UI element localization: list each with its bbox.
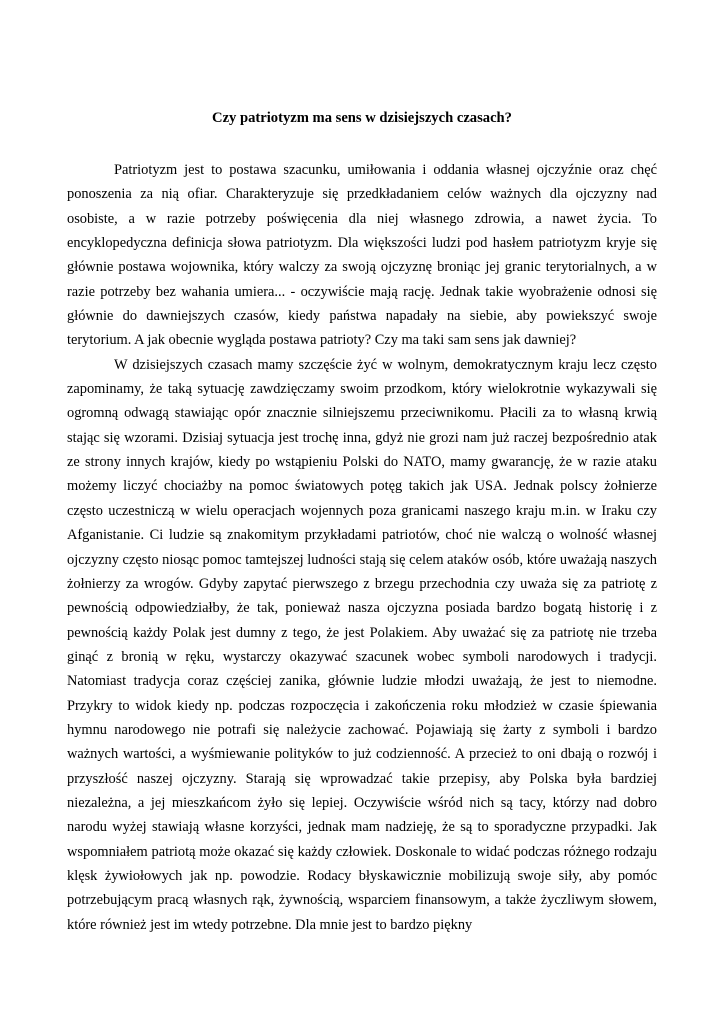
paragraph-2: W dzisiejszych czasach mamy szczęście żyć w wolnym, demokratycznym kraju lecz często zapominamy, że taką sytuację zawdzięczamy swoim przodkom, który wielokrotnie wykazywali się ogromną odwagą stawiając opór znacznie silniejszemu przeciwnikomu. Płacili za to własną krwią stając się wzorami. Dzisiaj sytuacja jest trochę inna, gdyż nie grozi nam już raczej bezpośrednio atak ze strony innych krajów, kiedy po wstąpieniu Polski do NATO, mamy gwarancję, że w razie ataku możemy liczyć chociażby na pomoc światowych potęg takich jak USA. Jednak polscy żołnierze często uczestniczą w wielu operacjach wojennych poza granicami naszego kraju m.in. w Iraku czy Afganistanie. Ci ludzie są znakomitym przykładami patriotów, choć nie walczą o wolność własnej ojczyzny często niosąc pomoc tamtejszej ludności stają się celem ataków osób, które uważają naszych żołnierzy za wrogów. Gdyby zapytać pierwszego z brzegu przechodnia czy uważa się za patriotę z pewnością odpowiedziałby, że tak, ponieważ nasza ojczyzna posiada bardzo bogatą historię i z pewnością każdy Polak jest dumny z tego, że jest Polakiem. Aby uważać się za patriotę nie trzeba ginąć z bronią w ręku, wystarczy okazywać szacunek wobec symboli narodowych i tradycji. Natomiast tradycja coraz częściej zanika, głównie ludzie młodzi uważają, że jest to niemodne. Przykry to widok kiedy np. podczas rozpoczęcia i zakończenia roku młodzież w czasie śpiewania hymnu narodowego nie potrafi się należycie zachować. Pojawiają się żarty z symboli i bardzo ważnych wartości, a wyśmiewanie polityków to już codzienność. A przecież to oni dbają o rozwój i przyszłość naszej ojczyzny. Starają się wprowadzać takie przepisy, aby Polska była bardziej niezależna, a jej mieszkańcom żyło się lepiej. Oczywiście wśród nich są tacy, którzy nad dobro narodu wyżej stawiają własne korzyści, jednak mam nadzieję, że są to sporadyczne przypadki. Jak wspomniałem patriotą może okazać się każdy człowiek. Doskonale to widać podczas różnego rodzaju klęsk żywiołowych jak np. powodzie. Rodacy błyskawicznie mobilizują swoje siły, aby pomóc potrzebującym pracą własnych rąk, żywnością, wsparciem finansowym, a także życzliwym słowem, które również jest im wtedy potrzebne. Dla mnie jest to bardzo piękny	[67, 356, 657, 933]
document-title: Czy patriotyzm ma sens w dzisiejszych czasach?	[212, 110, 512, 126]
paragraph-1: Patriotyzm jest to postawa szacunku, umiłowania i oddania własnej ojczyźnie oraz chęć ponoszenia za nią ofiar. Charakteryzuje się przedkładaniem celów ważnych dla ojczyzny nad osobiste, a w razie potrzeby poświęcenia dla niej własnego zdrowia, a nawet życia. To encyklopedyczna definicja słowa patriotyzm. Dla większości ludzi pod hasłem patriotyzm kryje się głównie postawa wojownika, który walczy za swoją ojczyznę broniąc jej granic terytorialnych, a w razie potrzeby bez wahania umiera... - oczywiście mają rację. Jednak takie wyobrażenie odnosi się głównie do dawniejszych czasów, kiedy państwa napadały na siebie, aby powiekszyć swoje terytorium. A jak obecnie wygląda postawa patrioty? Czy ma taki sam sens jak dawniej?	[67, 162, 657, 349]
document-body	[67, 108, 657, 937]
